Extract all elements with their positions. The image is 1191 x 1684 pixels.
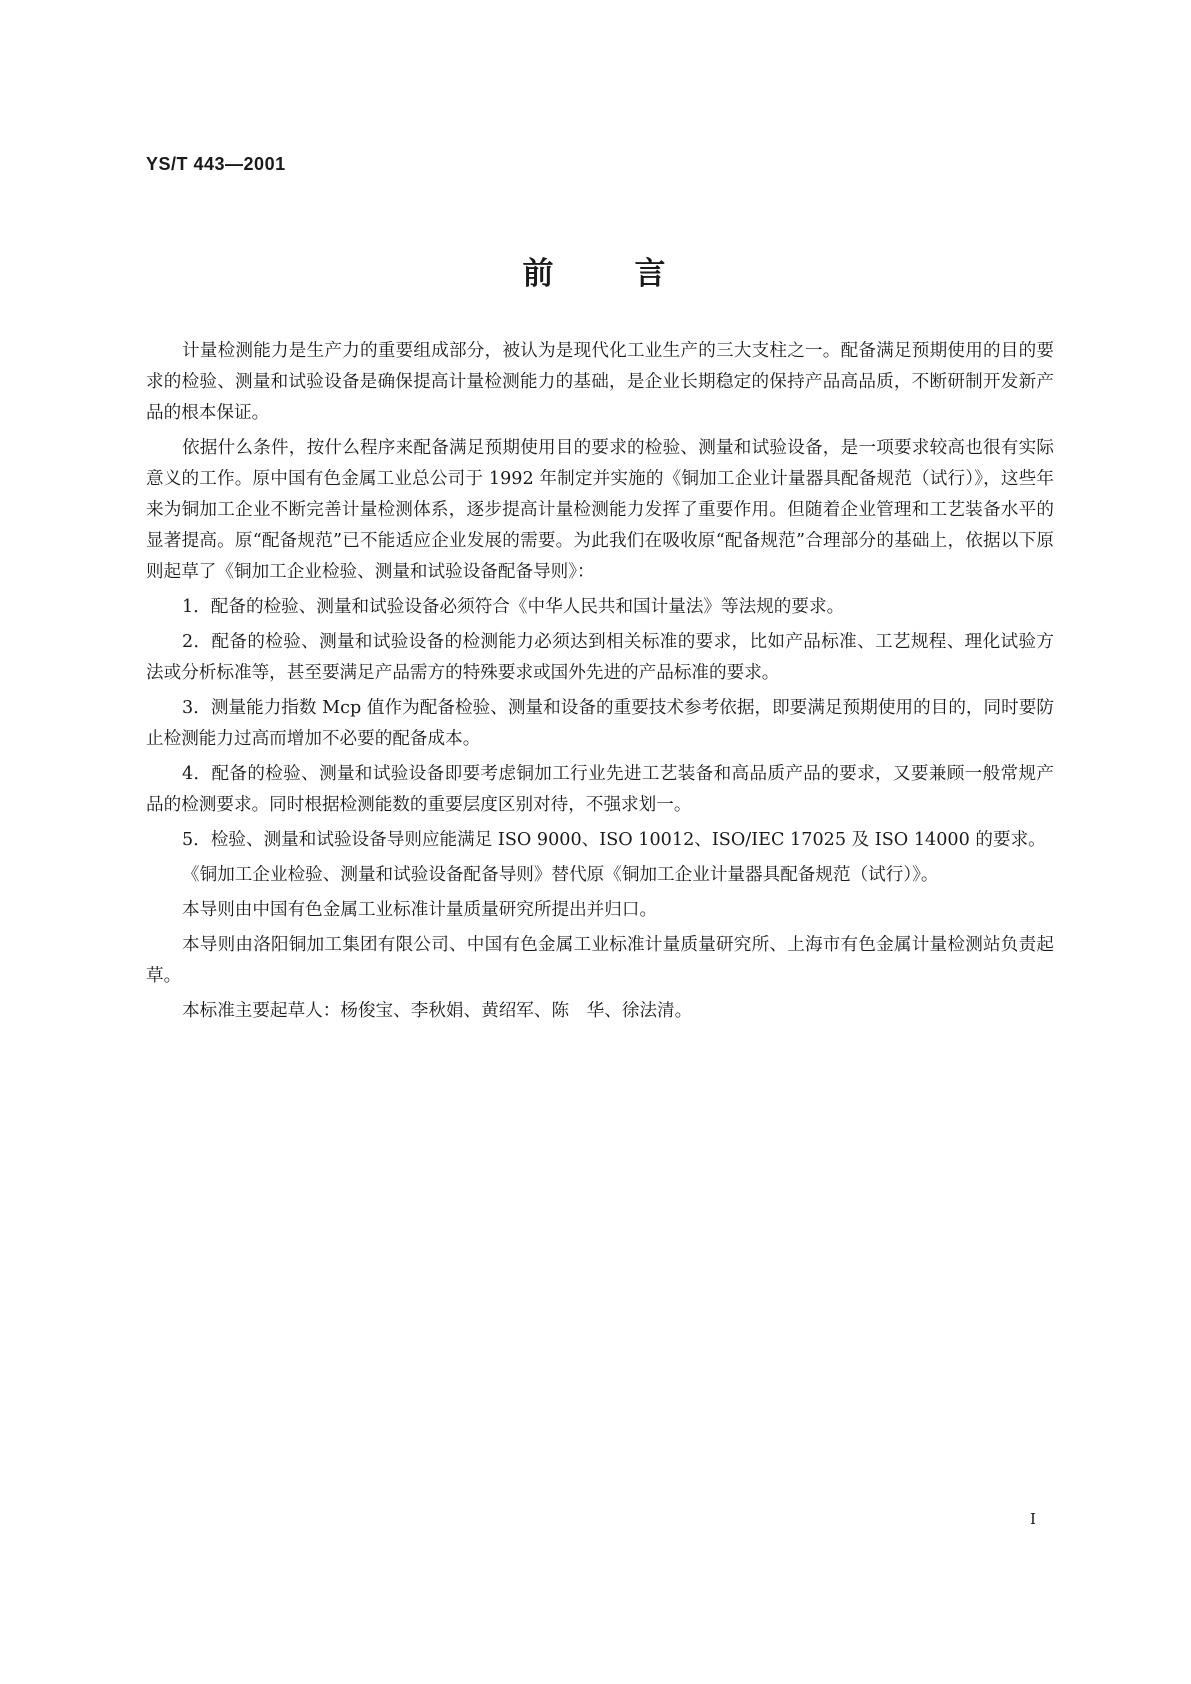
title-char-1: 前 [522, 256, 557, 292]
title-char-2: 言 [634, 256, 669, 292]
foreword-body [146, 336, 1054, 1031]
list-item: 5．检验、测量和试验设备导则应能满足 ISO 9000、ISO 10012、ISO/IEC 17025 及 ISO 14000 的要求。 [182, 830, 1046, 850]
standard-code: YS/T 443—2001 [146, 154, 286, 174]
paragraph: 本导则由中国有色金属工业标准计量质量研究所提出并归口。 [182, 900, 658, 920]
list-item: 1．配备的检验、测量和试验设备必须符合《中华人民共和国计量法》等法规的要求。 [182, 597, 845, 617]
list-item: 4．配备的检验、测量和试验设备即要考虑铜加工行业先进工艺装备和高品质产品的要求，又要兼顾一般常规产品的检测要求。同时根据检测能数的重要层度区别对待，不强求划一。 [146, 764, 1054, 815]
page-title [0, 248, 1191, 293]
paragraph: 本标准主要起草人：杨俊宝、李秋娟、黄绍军、陈 华、徐法清。 [182, 1001, 693, 1021]
paragraph: 本导则由洛阳铜加工集团有限公司、中国有色金属工业标准计量质量研究所、上海市有色金属计量检测站负责起草。 [146, 935, 1054, 986]
paragraph: 《铜加工企业检验、测量和试验设备配备导则》替代原《铜加工企业计量器具配备规范（试行）》。 [182, 865, 939, 885]
paragraph: 计量检测能力是生产力的重要组成部分，被认为是现代化工业生产的三大支柱之一。配备满足预期使用的目的要求的检验、测量和试验设备是确保提高计量检测能力的基础，是企业长期稳定的保持产品高品质，不断研制开发新产品的根本保证。 [146, 341, 1054, 423]
list-item: 2．配备的检验、测量和试验设备的检测能力必须达到相关标准的要求，比如产品标准、工艺规程、理化试验方法或分析标准等，甚至要满足产品需方的特殊要求或国外先进的产品标准的要求。 [146, 632, 1054, 683]
list-item: 3．测量能力指数 Mcp 值作为配备检验、测量和设备的重要技术参考依据，即要满足预期使用的目的，同时要防止检测能力过高而增加不必要的配备成本。 [146, 698, 1054, 749]
page-number: I [1030, 1510, 1036, 1528]
paragraph: 依据什么条件，按什么程序来配备满足预期使用目的要求的检验、测量和试验设备，是一项要求较高也很有实际意义的工作。原中国有色金属工业总公司于 1992 年制定并实施的《铜加工企业计量器具配备规范（试行）》，这些年来为铜加工企业不断完善计量检测体系，逐步提高计量检测能力发挥了重要作用。但随着企业管理和工艺装备水平的显著提高。原“配备规范”已不能适应企业发展的需要。为此我们在吸收原“配备规范”合理部分的基础上，依据以下原则起草了《铜加工企业检验、测量和试验设备配备导则》： [146, 438, 1054, 582]
